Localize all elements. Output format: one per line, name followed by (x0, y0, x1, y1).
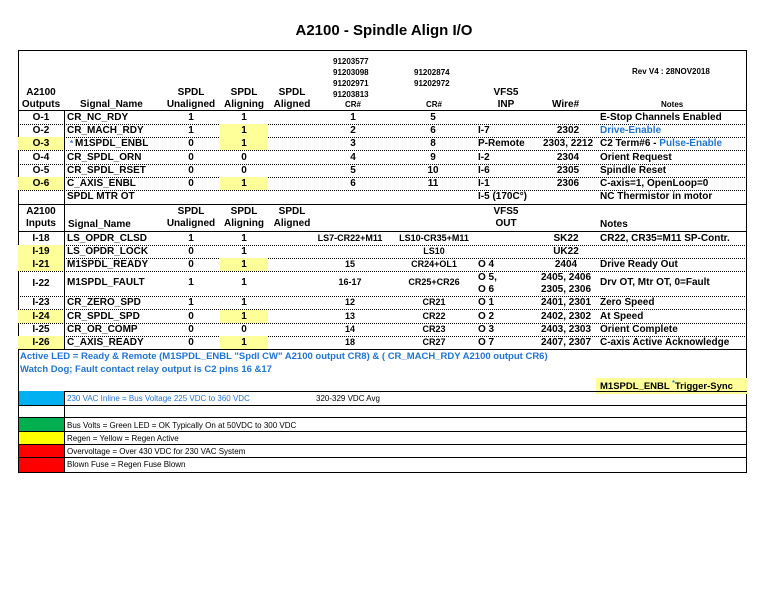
cr-number: 91203098 (333, 68, 369, 77)
header-notes: Notes (661, 100, 684, 109)
signal-name: LS_OPDR_CLSD (67, 233, 148, 244)
output-row (18, 151, 747, 165)
legend-divider (18, 391, 747, 392)
wire-value: 2403, 2303 (540, 324, 592, 335)
output-id (18, 190, 64, 203)
cr2-value: CR21 (422, 297, 446, 307)
signal-name: CR_ZERO_SPD (67, 297, 141, 308)
cr2-value: CR25+CR26 (408, 277, 460, 287)
legend-divider (18, 417, 747, 418)
aligning-value: 1 (241, 125, 247, 136)
page-title: A2100 - Spindle Align I/O (295, 22, 473, 39)
cr2-value: 6 (430, 125, 436, 136)
header-wire: Wire# (552, 99, 580, 110)
notes-value (600, 111, 722, 124)
header-spdl: SPDL (230, 87, 258, 98)
header-aligning (220, 87, 268, 111)
notes-highlight: Drive-Enable (600, 125, 662, 136)
unaligned-value: 1 (188, 125, 194, 136)
header-unaligned-label: Unaligned (166, 99, 216, 110)
cr2-value: 8 (430, 138, 436, 149)
vfs-value: I-5 (170C°) (478, 191, 528, 202)
unaligned-value (164, 190, 218, 203)
notes-text: E-Stop Channels Enabled (600, 112, 722, 123)
input-row (18, 296, 747, 310)
watchdog-note: Watch Dog; Fault contact relay output is C2 pins 16 &17 (20, 364, 272, 375)
output-id: O-3 (32, 138, 50, 149)
vfs-value: P-Remote (478, 138, 525, 149)
input-id: I-19 (32, 246, 50, 257)
unaligned-value: 0 (188, 152, 194, 163)
header-a2100: A2100 (26, 87, 56, 98)
vfs-value: O 4 (478, 259, 495, 270)
outputs-header (18, 87, 64, 111)
wire-value: 2306 (556, 178, 580, 189)
legend-column-divider (64, 391, 65, 473)
aligning-value: 1 (241, 246, 247, 257)
input-row (18, 245, 747, 259)
unaligned-value: 0 (188, 246, 194, 257)
unaligned-value: 0 (188, 324, 194, 335)
cr1-value (310, 245, 390, 258)
vfs-value: I-1 (478, 178, 490, 189)
signal-name: LS_OPDR_LOCK (67, 246, 149, 257)
notes-value (600, 151, 672, 164)
output-row (18, 164, 747, 178)
inputs-header (18, 206, 64, 230)
output-row (18, 137, 747, 151)
wire-value: 2401, 2301 (540, 297, 592, 308)
cr-number: 91202972 (414, 79, 450, 88)
unaligned-value: 1 (188, 112, 194, 123)
cr1-value: 18 (344, 337, 355, 347)
legend-swatch-green (19, 418, 64, 432)
signal-name: M1SPDL_ENBL (75, 138, 149, 149)
unaligned-value: 0 (188, 178, 194, 189)
notes-text: Spindle Reset (600, 165, 667, 176)
unaligned-value: 0 (188, 138, 194, 149)
wire-value: 2302 (556, 125, 580, 136)
legend-swatch-yellow (19, 432, 64, 444)
notes-text: Orient Request (600, 152, 672, 163)
aligning-value: 1 (241, 311, 247, 322)
notes-value (600, 137, 722, 150)
header-unaligned (164, 87, 218, 111)
active-led-note: Active LED = Ready & Remote (M1SPDL_ENBL "Spdl CW" A2100 output CR8) & ( CR_MACH_RDY A2100 output CR6) (20, 351, 548, 362)
signal-name: CR_OR_COMP (67, 324, 138, 335)
notes-value: Zero Speed (600, 297, 655, 308)
section-divider (18, 204, 747, 205)
output-row (18, 124, 747, 138)
aligning-value: 1 (241, 233, 247, 244)
output-id: O-2 (32, 125, 50, 136)
header-vfs5: VFS5 (493, 87, 519, 98)
aligning-value: 1 (241, 337, 247, 348)
cr1-value: 14 (344, 324, 355, 334)
output-id: O-1 (32, 112, 50, 123)
legend-swatch-cyan (19, 391, 64, 405)
legend-over: Overvoltage = Over 430 VDC for 230 VAC System (67, 447, 246, 456)
vfs-value: O 7 (478, 337, 495, 348)
notes-value: Drive Ready Out (600, 259, 678, 270)
aligning-value: 1 (241, 297, 247, 308)
trigger-text: Trigger-Sync (674, 381, 733, 393)
cr2-value: CR24+OL1 (411, 259, 457, 269)
cr2-value: 5 (430, 112, 436, 123)
wire-value (536, 111, 600, 124)
wire-value: SK22 (553, 233, 579, 244)
notes-value: Drv OT, Mtr OT, 0=Fault (600, 277, 710, 288)
output-id: O-6 (32, 178, 50, 189)
header-outputs: Outputs (21, 99, 61, 110)
cr1-value: 16-17 (338, 277, 362, 287)
signal-name: M1SPDL_READY (67, 259, 149, 270)
signal-name: CR_SPDL_RSET (67, 165, 146, 176)
cr1-value: 6 (350, 178, 356, 189)
cr-number: 91202874 (414, 68, 450, 77)
vfs-value: O 3 (478, 324, 495, 335)
legend-divider (18, 444, 747, 445)
vfs-value: I-7 (478, 125, 490, 136)
trigger-asterisk: * (672, 380, 675, 387)
cr2-value: 11 (427, 178, 439, 189)
aligning-value: 0 (241, 152, 247, 163)
cr-number-group-2 (414, 67, 450, 89)
input-id: I-24 (32, 311, 50, 322)
legend-regen: Regen = Yellow = Regen Active (67, 434, 179, 443)
cr1-value: 13 (344, 311, 355, 321)
legend-swatch-red (19, 444, 64, 472)
signal-name: C_AXIS_ENBL (67, 178, 136, 189)
cr2-value: LS10 (423, 246, 445, 256)
input-id: I-21 (32, 259, 50, 270)
inputs-header-notes: Notes (600, 219, 628, 230)
unaligned-value: 1 (188, 233, 194, 244)
input-id: I-23 (32, 297, 50, 308)
cr1-value: 5 (350, 165, 356, 176)
output-row (18, 111, 747, 125)
notes-value (600, 164, 666, 177)
input-id: I-26 (32, 337, 50, 348)
cr1-value: 3 (350, 138, 356, 149)
cr-number: 91203813 (333, 90, 369, 99)
header-a2100: A2100 (26, 206, 56, 217)
input-row (18, 232, 747, 246)
output-row (18, 190, 747, 203)
inputs-header-unaligned (164, 206, 218, 230)
aligning-value: 1 (241, 259, 247, 270)
cr2-value: CR23 (422, 324, 446, 334)
aligning-value: 0 (241, 324, 247, 335)
table-bottom-divider (18, 349, 747, 350)
cr2-value: 9 (430, 152, 436, 163)
header-aligned-label: Aligned (273, 218, 311, 229)
cr-number: 91203577 (333, 57, 369, 66)
notes-text: C-axis=1, OpenLoop=0 (600, 178, 709, 189)
notes-value: C-axis Active Acknowledge (600, 337, 730, 348)
cr2-value: 10 (427, 165, 439, 176)
header-vfs5: VFS5 (493, 206, 519, 217)
legend-divider (18, 405, 747, 406)
input-row (18, 258, 747, 272)
header-unaligned-label: Unaligned (166, 218, 216, 229)
signal-name: M1SPDL_FAULT (67, 277, 145, 288)
header-signal-name: Signal_Name (80, 99, 143, 110)
input-id: I-22 (32, 278, 50, 289)
aligning-value: 1 (241, 112, 247, 123)
vfs-value: O 5, (478, 272, 497, 283)
unaligned-value: 1 (188, 277, 194, 288)
cr2-value (398, 190, 468, 203)
legend-divider (18, 457, 747, 458)
vfs-value: I-6 (478, 165, 490, 176)
notes-value (600, 190, 712, 203)
signal-name: SPDL MTR OT (67, 191, 135, 202)
input-id: I-18 (32, 233, 50, 244)
aligning-value: 1 (241, 138, 247, 149)
header-aligned (270, 87, 314, 111)
header-spdl: SPDL (177, 206, 205, 217)
notes-value (600, 177, 708, 190)
unaligned-value: 0 (188, 165, 194, 176)
signal-name: CR_MACH_RDY (67, 125, 144, 136)
wire-value: UK22 (553, 246, 579, 257)
notes-value: At Speed (600, 311, 644, 322)
notes-text: C2 Term#6 - (600, 138, 660, 149)
notes-value: Orient Complete (600, 324, 678, 335)
cr1-value (318, 190, 388, 203)
wire-value-2: 2305, 2306 (540, 284, 592, 295)
vfs-value: O 1 (478, 297, 495, 308)
cr1-value: 15 (344, 259, 355, 269)
output-id: O-5 (32, 165, 50, 176)
header-vfs5-inp (485, 87, 527, 111)
aligning-value: 1 (241, 277, 247, 288)
signal-name: CR_SPDL_SPD (67, 311, 140, 322)
vfs-value: I-2 (478, 152, 490, 163)
notes-value: CR22, CR35=M11 SP-Contr. (600, 233, 730, 244)
vfs-value-2: O 6 (478, 284, 495, 295)
vfs-value: O 2 (478, 311, 495, 322)
cr1-value: LS7-CR22+M11 (317, 233, 383, 243)
header-spdl: SPDL (177, 87, 205, 98)
inputs-header-aligned (270, 206, 314, 230)
cr2-value: CR27 (422, 337, 446, 347)
wire-value: 2305 (556, 165, 580, 176)
notes-value (600, 124, 661, 137)
header-spdl: SPDL (230, 206, 258, 217)
legend-bus: Bus Volts = Green LED = OK Typically On at 50VDC to 300 VDC (67, 421, 297, 430)
aligning-value: 1 (241, 178, 247, 189)
notes-highlight: Pulse-Enable (659, 138, 723, 149)
header-inp: INP (497, 99, 515, 110)
cr-number-group-1 (333, 56, 369, 100)
cr2-value: LS10-CR35+M11 (399, 233, 469, 243)
inputs-header-aligning (220, 206, 268, 230)
legend-avg: 320-329 VDC Avg (316, 394, 380, 403)
unaligned-value: 0 (188, 311, 194, 322)
wire-value: 2402, 2302 (540, 311, 592, 322)
asterisk-icon: * (70, 139, 74, 148)
header-cr-2: CR# (426, 100, 443, 109)
header-aligned-label: Aligned (273, 99, 311, 110)
header-cr-1: CR# (345, 100, 362, 109)
wire-value: 2407, 2307 (540, 337, 592, 348)
header-aligning-label: Aligning (224, 99, 264, 110)
inputs-header-signal-name: Signal_Name (68, 219, 131, 230)
unaligned-value: 0 (188, 259, 194, 270)
unaligned-value: 0 (188, 337, 194, 348)
input-id: I-25 (32, 324, 50, 335)
input-row (18, 323, 747, 337)
input-row (18, 271, 747, 297)
header-spdl: SPDL (278, 87, 306, 98)
header-out: OUT (495, 218, 517, 229)
cr2-value: CR22 (422, 311, 446, 321)
legend-inline: 230 VAC Inline = Bus Voltage 225 VDC to 360 VDC (67, 394, 250, 403)
notes-text: NC Thermistor in motor (600, 191, 713, 202)
wire-value: 2404 (554, 259, 578, 270)
aligning-value (220, 190, 268, 203)
input-row (18, 310, 747, 324)
output-id: O-4 (32, 152, 50, 163)
legend-blown: Blown Fuse = Regen Fuse Blown (67, 460, 186, 469)
input-row (18, 336, 747, 349)
id-column-divider (64, 110, 65, 350)
signal-name: C_AXIS_READY (67, 337, 144, 348)
cr-number: 91202971 (333, 79, 369, 88)
header-spdl: SPDL (278, 206, 306, 217)
wire-value: 2304 (556, 152, 580, 163)
inputs-header-vfs5-out (485, 206, 527, 230)
wire-value: 2303, 2212 (542, 138, 594, 149)
cr1-value: 12 (344, 297, 355, 307)
cr1-value: 1 (350, 112, 356, 123)
wire-value: 2405, 2406 (540, 272, 592, 283)
wire-value (536, 190, 600, 203)
aligning-value: 0 (241, 165, 247, 176)
cr1-value: 4 (350, 152, 356, 163)
header-inputs: Inputs (26, 218, 56, 229)
signal-name: CR_SPDL_ORN (67, 152, 142, 163)
signal-name: CR_NC_RDY (67, 112, 129, 123)
unaligned-value: 1 (188, 297, 194, 308)
trigger-signal: M1SPDL_ENBL (600, 381, 673, 393)
revision-label: Rev V4 : 28NOV2018 (632, 67, 710, 76)
cr1-value: 2 (350, 125, 356, 136)
output-row (18, 177, 747, 191)
legend-divider (18, 431, 747, 432)
header-aligning-label: Aligning (224, 218, 264, 229)
